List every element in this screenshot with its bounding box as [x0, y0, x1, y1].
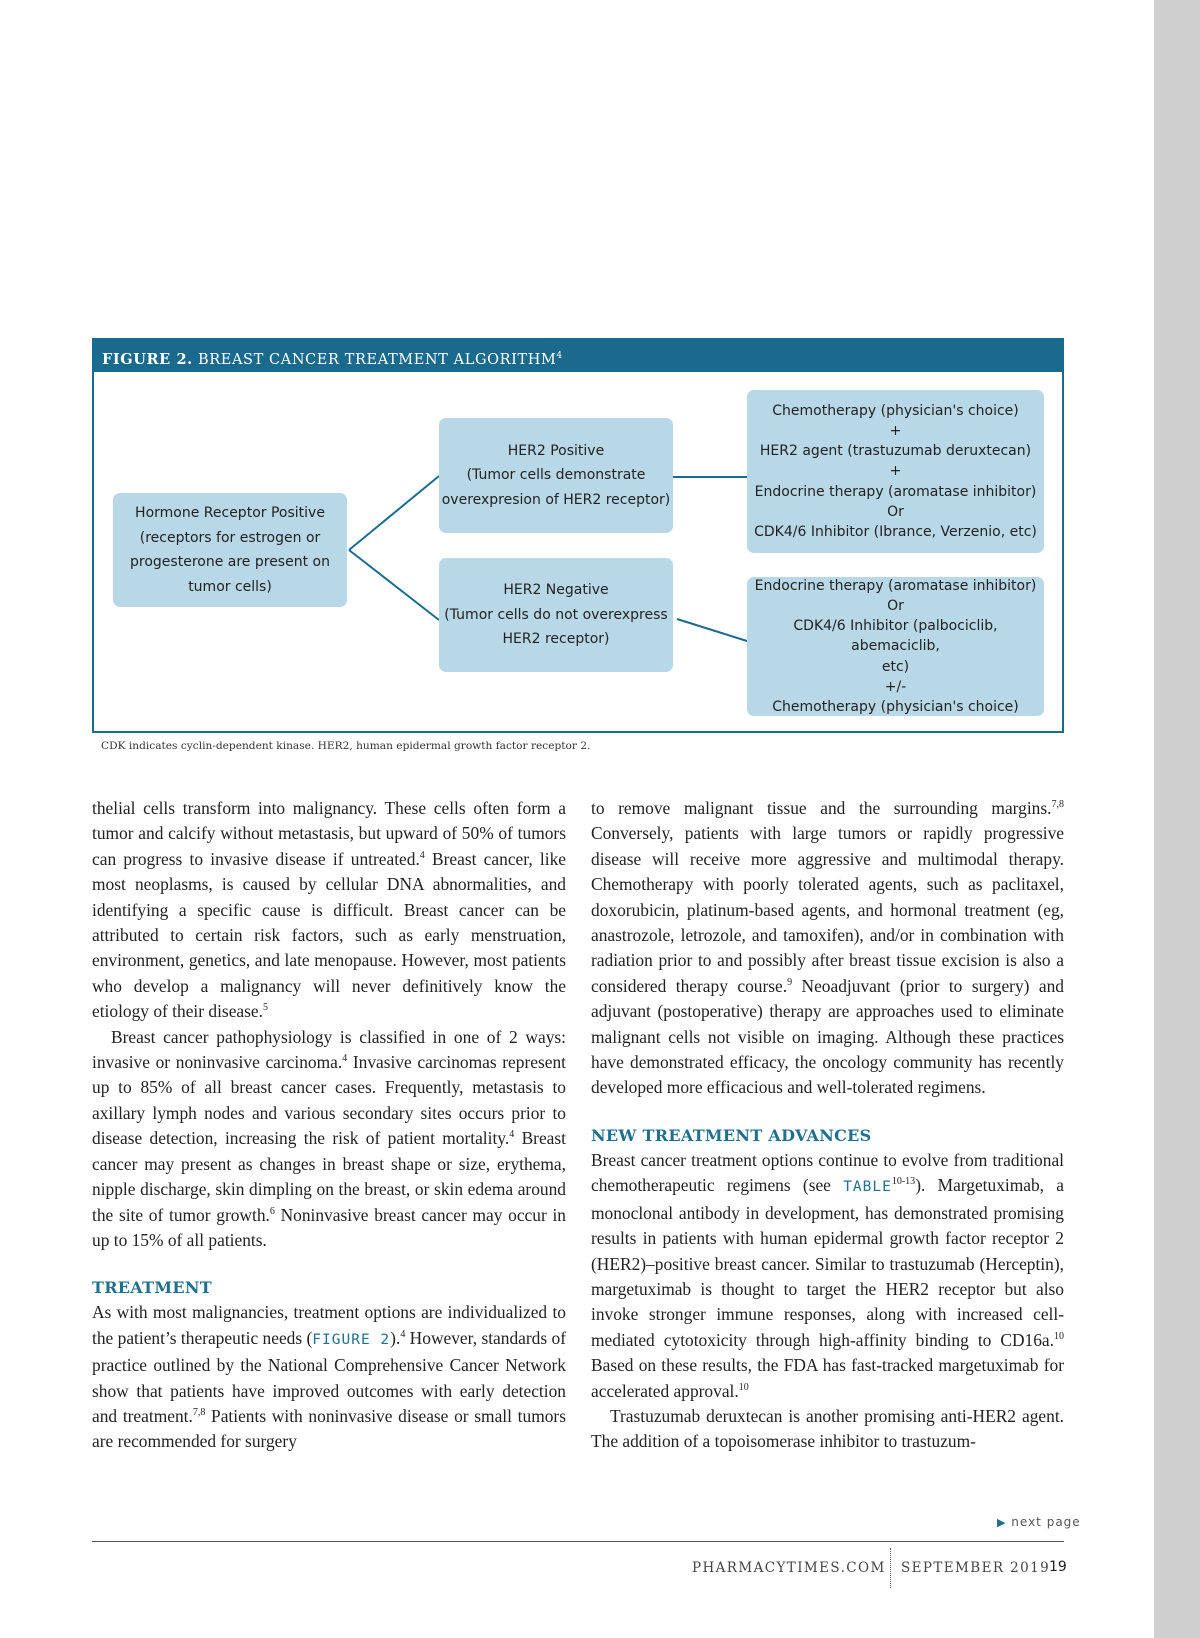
- her2-negative-treatment-box: [747, 577, 1044, 716]
- text: Noninvasive breast cancer may occur in up to 15% of all patients.: [92, 1204, 566, 1250]
- box-line: Or: [887, 598, 904, 614]
- text: Breast cancer pathophysiology is classified in one of 2 ways: invasive or noninvasive carcinoma.: [92, 1026, 566, 1073]
- text: Breast cancer may present as changes in breast shape or size, erythema, nipple discharge, skin dimpling on the breast, or skin edema around the site of tumor growth.: [92, 1128, 566, 1225]
- left-column: [92, 796, 566, 1455]
- connector-hormone-to-her2-negative: [349, 550, 439, 620]
- text: Conversely, patients with large tumors or rapidly progressive disease will receive more aggressive and multimodal therapy. Chemotherapy with poorly tolerated agents, such as paclitaxel, doxorubicin, platinum-based agents, and hormonal treatment (eg, anastrozole, letrozole, and tamoxifen), and/or in combination with radiation prior to and possibly after breast tissue excision is also a considered therapy course.: [591, 823, 1064, 996]
- play-arrow-icon: ▶: [997, 1516, 1007, 1529]
- next-page-link[interactable]: [997, 1515, 1081, 1529]
- box-line: Chemotherapy (physician's choice): [772, 402, 1019, 419]
- footer-rule: [92, 1541, 1064, 1542]
- figure-label: FIGURE 2.: [102, 350, 193, 368]
- citation: 4: [400, 1328, 406, 1340]
- citation: 7,8: [1051, 799, 1064, 811]
- next-page-label: next page: [1011, 1515, 1081, 1529]
- box-line: Or: [887, 503, 904, 520]
- box-line: etc): [881, 658, 910, 675]
- box-line: HER2 agent (trastuzumab deruxtecan): [759, 443, 1032, 460]
- table-link[interactable]: TABLE: [843, 1179, 892, 1196]
- box-line: tumor cells): [188, 578, 272, 595]
- her2-positive-treatment-box: [747, 390, 1044, 553]
- citation: 4: [419, 850, 425, 862]
- box-line: CDK4/6 Inhibitor (Ibrance, Verzenio, etc): [754, 524, 1037, 540]
- right-column: [591, 796, 1064, 1455]
- box-line: (Tumor cells do not overexpress: [444, 606, 668, 623]
- text: thelial cells transform into malignancy. These cells often form a tumor and calcify without metastasis, but upward of 50% of tumors can progress to invasive disease if untreated.: [92, 798, 566, 869]
- box-line: (receptors for estrogen or: [139, 529, 321, 546]
- treatment-heading: TREATMENT: [92, 1278, 212, 1298]
- figure-title: BREAST CANCER TREATMENT ALGORITHM: [198, 351, 557, 368]
- citation: 6: [269, 1205, 275, 1217]
- footer-date: SEPTEMBER 2019: [901, 1560, 1051, 1576]
- connector-her2-negative-to-treatment: [677, 619, 747, 641]
- citation: 4: [509, 1129, 515, 1141]
- box-line: Endocrine therapy (aromatase inhibitor): [754, 577, 1037, 594]
- connector-hormone-to-her2-positive: [349, 476, 439, 550]
- paragraph: [92, 1300, 566, 1454]
- box-line: Endocrine therapy (aromatase inhibitor): [754, 483, 1037, 500]
- text: Invasive carcinomas represent up to 85% of all breast cancer cases. Frequently, metastasis to axillary lymph nodes and various secondary sites occurs prior to disease detection, increasing the risk of patient mortality.: [92, 1052, 566, 1149]
- box-line: +/-: [884, 678, 907, 695]
- citation: 10: [738, 1381, 749, 1393]
- citation: 10-13: [891, 1176, 916, 1188]
- page-number: 19: [1049, 1559, 1067, 1575]
- text: to remove malignant tissue and the surrounding margins.: [591, 798, 1052, 818]
- figure-2: [92, 338, 1064, 733]
- box-line: +: [889, 422, 902, 439]
- citation: 4: [342, 1053, 348, 1065]
- text: As with most malignancies, treatment options are individualized to the patient’s therapeutic needs (: [92, 1302, 566, 1348]
- box-line: HER2 Negative: [503, 582, 609, 599]
- box-line: Chemotherapy (physician's choice): [772, 699, 1019, 716]
- box-line: HER2 receptor): [502, 631, 610, 648]
- text: However, standards of practice outlined by the National Comprehensive Cancer Network show that patients have improved outcomes with early detection and treatment.: [92, 1327, 566, 1426]
- paragraph: [591, 1148, 1064, 1404]
- figure-caption: CDK indicates cyclin-dependent kinase. HER2, human epidermal growth factor receptor 2.: [101, 740, 591, 752]
- text: Neoadjuvant (prior to surgery) and adjuvant (postoperative) therapy are approaches used to eliminate malignant cells not visible on imaging. Although these practices have demonstrated efficacy, the oncology community has recently developed more efficacious and well-tolerated regimens.: [591, 975, 1064, 1098]
- her2-positive-box: [439, 418, 673, 533]
- text: Patients with noninvasive disease or small tumors are recommended for surgery: [92, 1405, 566, 1452]
- box-line: (Tumor cells demonstrate: [466, 467, 646, 484]
- footer-site: PHARMACYTIMES.COM: [692, 1560, 886, 1576]
- text: Based on these results, the FDA has fast-tracked margetuximab for accelerated approval.: [591, 1355, 1064, 1401]
- paragraph: [591, 1404, 1064, 1455]
- new-treatment-advances-heading: NEW TREATMENT ADVANCES: [591, 1125, 872, 1145]
- hormone-receptor-box: [113, 493, 347, 607]
- paragraph: [92, 796, 566, 1025]
- box-line: progesterone are present on: [130, 554, 330, 570]
- paragraph: [92, 1025, 566, 1254]
- box-line: CDK4/6 Inhibitor (palbociclib, abemaciclib,: [793, 618, 998, 655]
- box-line: +: [889, 463, 902, 480]
- text: ).: [390, 1327, 401, 1348]
- text: ). Margetuximab, a monoclonal antibody in development, has demonstrated promising results in patients with human epidermal growth factor receptor 2 (HER2)–positive breast cancer. Similar to trastuzumab (Herceptin), margetuximab is thought to target the HER2 receptor but also invoke stronger immune responses, along with increased cell-mediated cytotoxicity through high-affinity binding to CD16a.: [591, 1175, 1065, 1350]
- footer-separator: [890, 1548, 891, 1588]
- her2-negative-box: [439, 558, 673, 672]
- page-edge-bar: [1154, 0, 1200, 1638]
- paragraph: [591, 796, 1064, 1101]
- box-line: Hormone Receptor Positive: [135, 505, 325, 521]
- box-line: overexpresion of HER2 receptor): [441, 491, 671, 508]
- citation: 10: [1054, 1330, 1064, 1342]
- box-line: HER2 Positive: [507, 442, 605, 459]
- citation: 9: [787, 977, 793, 989]
- citation: 7,8: [192, 1407, 206, 1419]
- figure-2-link[interactable]: FIGURE 2: [312, 1331, 391, 1348]
- citation: 5: [262, 1002, 268, 1014]
- text: Breast cancer, like most neoplasms, is caused by cellular DNA abnormalities, and identifying a specific cause is difficult. Breast cancer can be attributed to certain risk factors, such as early menstruation, environment, genetics, and late menopause. However, most patients who develop a malignancy will never definitively know the etiology of their disease.: [92, 848, 566, 1022]
- figure-title-ref: 4: [556, 351, 563, 361]
- text: Breast cancer treatment options continue to evolve from traditional chemotherapeutic regimens (see: [591, 1149, 1064, 1196]
- text: Trastuzumab deruxtecan is another promising anti-HER2 agent. The addition of a topoisomerase inhibitor to trastuzum-: [591, 1405, 1064, 1452]
